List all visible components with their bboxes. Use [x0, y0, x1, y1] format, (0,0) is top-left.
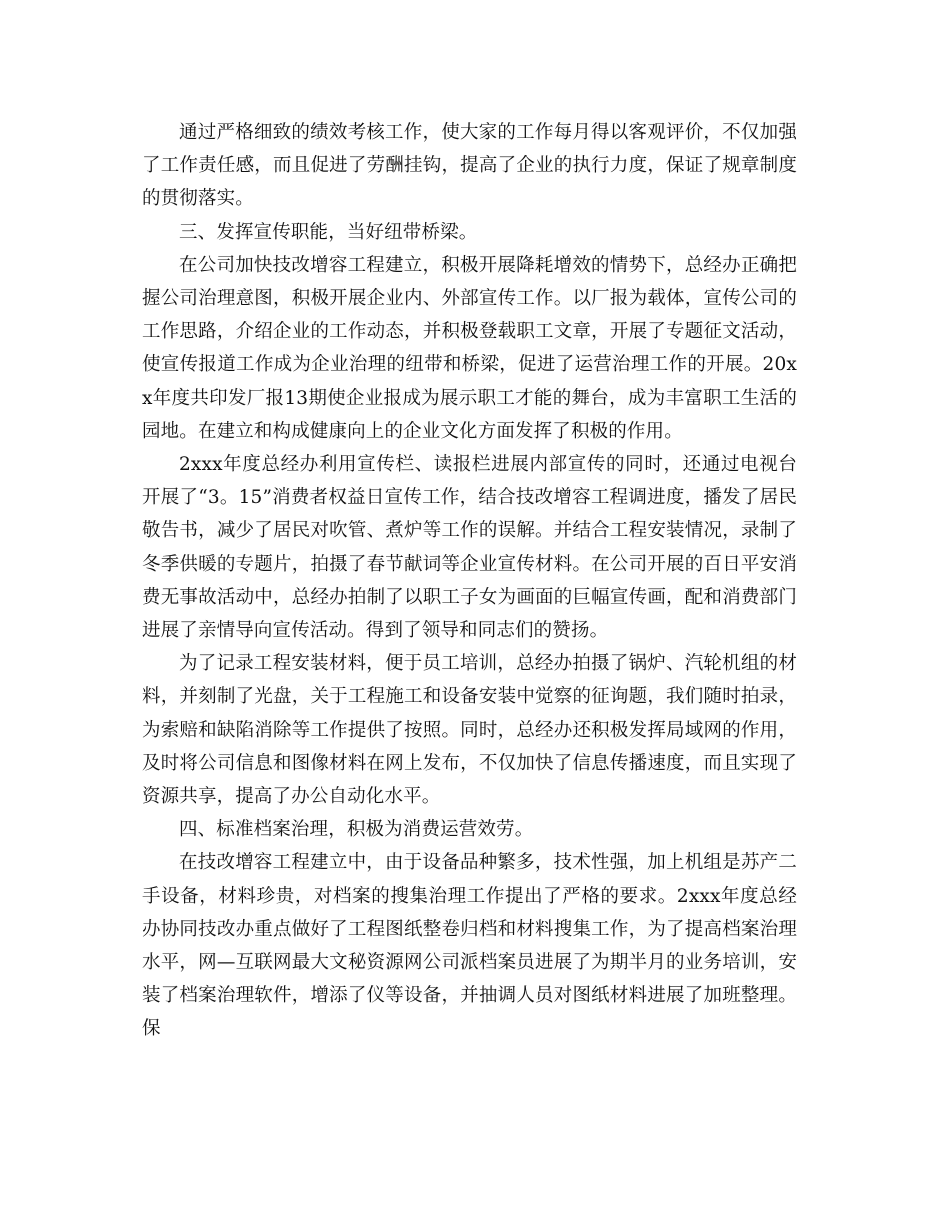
paragraph-internal-publicity: 2xxx年度总经办利用宣传栏、读报栏进展内部宣传的同时，还通过电视台开展了“3。15”消费者权益日宣传工作，结合技改增容工程调进度，播发了居民敬告书，减少了居民对吹管、煮炉等工作的误解。并结合工程安装情况，录制了冬季供暖的专题片，拍摄了春节献词等企业宣传材料。在公司开展的百日平安消费无事故活动中，总经办拍制了以职工子女为画面的巨幅宣传画，配和消费部门进展了亲情导向宣传活动。得到了领导和同志们的赞扬。 — [142, 454, 797, 642]
paragraph-performance-review: 通过严格细致的绩效考核工作，使大家的工作每月得以客观评价，不仅加强了工作责任感，而且促进了劳酬挂钩，提高了企业的执行力度，保证了规章制度的贯彻落实。 — [142, 122, 797, 210]
heading-section-four: 四、标准档案治理，积极为消费运营效劳。 — [179, 819, 534, 841]
paragraph-project-materials: 为了记录工程安装材料，便于员工培训，总经办拍摄了锅炉、汽轮机组的材料，并刻制了光盘，关于工程施工和设备安装中觉察的征询题，我们随时拍录，为索赔和缺陷消除等工作提供了按照。同时，总经办还积极发挥局域网的作用，及时将公司信息和图像材料在网上发布，不仅加快了信息传播速度，而且实现了资源共享，提高了办公自动化水平。 — [142, 653, 797, 808]
paragraph-archive-management: 在技改增容工程建立中，由于设备品种繁多，技术性强，加上机组是苏产二手设备，材料珍贵，对档案的搜集治理工作提出了严格的要求。2xxx年度总经办协同技改办重点做好了工程图纸整卷归档和材料搜集工作，为了提高档案治理水平，网—互联网最大文秘资源网公司派档案员进展了为期半月的业务培训，安装了档案治理软件，增添了仪等设备，并抽调人员对图纸材料进展了加班整理。保 — [142, 852, 797, 1040]
paragraph-publicity-work: 在公司加快技改增容工程建立，积极开展降耗增效的情势下，总经办正确把握公司治理意图，积极开展企业内、外部宣传工作。以厂报为载体，宣传公司的工作思路，介绍企业的工作动态，并积极登载职工文章，开展了专题征文活动，使宣传报道工作成为企业治理的纽带和桥梁，促进了运营治理工作的开展。20xx年度共印发厂报13期使企业报成为展示职工才能的舞台，成为丰富职工生活的园地。在建立和构成健康向上的企业文化方面发挥了积极的作用。 — [142, 254, 797, 442]
heading-section-three: 三、发挥宣传职能，当好纽带桥梁。 — [179, 221, 478, 243]
document-body — [142, 116, 797, 1046]
